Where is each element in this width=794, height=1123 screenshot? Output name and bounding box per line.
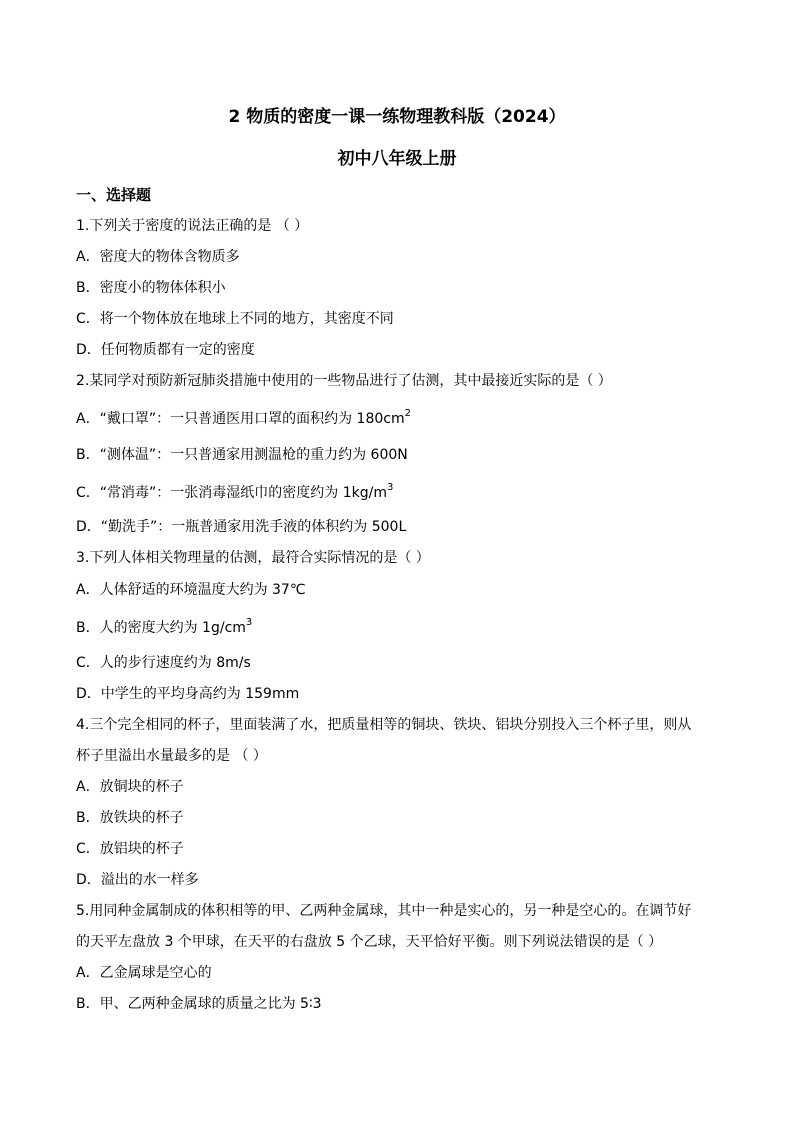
q4-option-d: D．溢出的水一样多 (76, 872, 199, 888)
q1-option-d: D．任何物质都有一定的密度 (76, 342, 255, 358)
q4-option-a: A．放铜块的杯子 (76, 779, 184, 795)
q2-option-d: D．“勤洗手”：一瓶普通家用洗手液的体积约为 500L (76, 519, 407, 535)
q2-option-a-text: A．“戴口罩”：一只普通医用口罩的面积约为 180cm (76, 411, 405, 427)
q4-stem-line-1: 4.三个完全相同的杯子，里面装满了水，把质量相等的铜块、铁块、铝块分别投入三个杯子里，则从 (76, 717, 692, 733)
q3-option-c: C．人的步行速度约为 8m/s (76, 655, 251, 671)
q2-option-c-exponent: 3 (387, 482, 394, 494)
q3-option-a: A．人体舒适的环境温度大约为 37℃ (76, 582, 306, 598)
document-title: 2 物质的密度一课一练物理教科版（2024） (228, 107, 566, 127)
q3-option-d: D．中学生的平均身高约为 159mm (76, 686, 300, 702)
q3-option-b (76, 618, 726, 638)
q5-stem-line-2: 的天平左盘放 3 个甲球，在天平的右盘放 5 个乙球，天平恰好平衡。则下列说法错误的是（ ） (76, 934, 663, 950)
q2-stem: 2.某同学对预防新冠肺炎措施中使用的一些物品进行了估测，其中最接近实际的是（ ） (76, 373, 612, 389)
q5-option-a: A．乙金属球是空心的 (76, 965, 212, 981)
q2-option-c (76, 483, 726, 503)
q2-option-a (76, 409, 726, 429)
q5-stem-line-1: 5.用同种金属制成的体积相等的甲、乙两种金属球，其中一种是实心的，另一种是空心的。在调节好 (76, 903, 692, 919)
q1-option-a: A．密度大的物体含物质多 (76, 249, 240, 265)
q3-option-b-exponent: 3 (245, 617, 253, 629)
document-subtitle: 初中八年级上册 (337, 149, 457, 169)
q1-stem: 1.下列关于密度的说法正确的是 （ ） (76, 218, 309, 234)
q3-option-b-text: B．人的密度大约为 1g/cm (76, 620, 246, 636)
q2-option-a-exponent: 2 (404, 408, 411, 420)
q1-option-c: C．将一个物体放在地球上不同的地方，其密度不同 (76, 311, 394, 327)
q1-option-b: B．密度小的物体体积小 (76, 280, 226, 296)
q4-option-b: B．放铁块的杯子 (76, 810, 184, 826)
q2-option-c-text: C．“常消毒”：一张消毒湿纸巾的密度约为 1kg/m (76, 485, 387, 501)
q5-option-b: B．甲、乙两种金属球的质量之比为 5∶3 (76, 996, 322, 1012)
q4-option-c: C．放铝块的杯子 (76, 841, 184, 857)
q3-stem: 3.下列人体相关物理量的估测，最符合实际情况的是（ ） (76, 550, 430, 566)
q4-stem-line-2: 杯子里溢出水量最多的是 （ ） (76, 748, 267, 764)
q2-option-b: B．“测体温”：一只普通家用测温枪的重力约为 600N (76, 447, 408, 463)
section-heading: 一、选择题 (76, 186, 152, 204)
